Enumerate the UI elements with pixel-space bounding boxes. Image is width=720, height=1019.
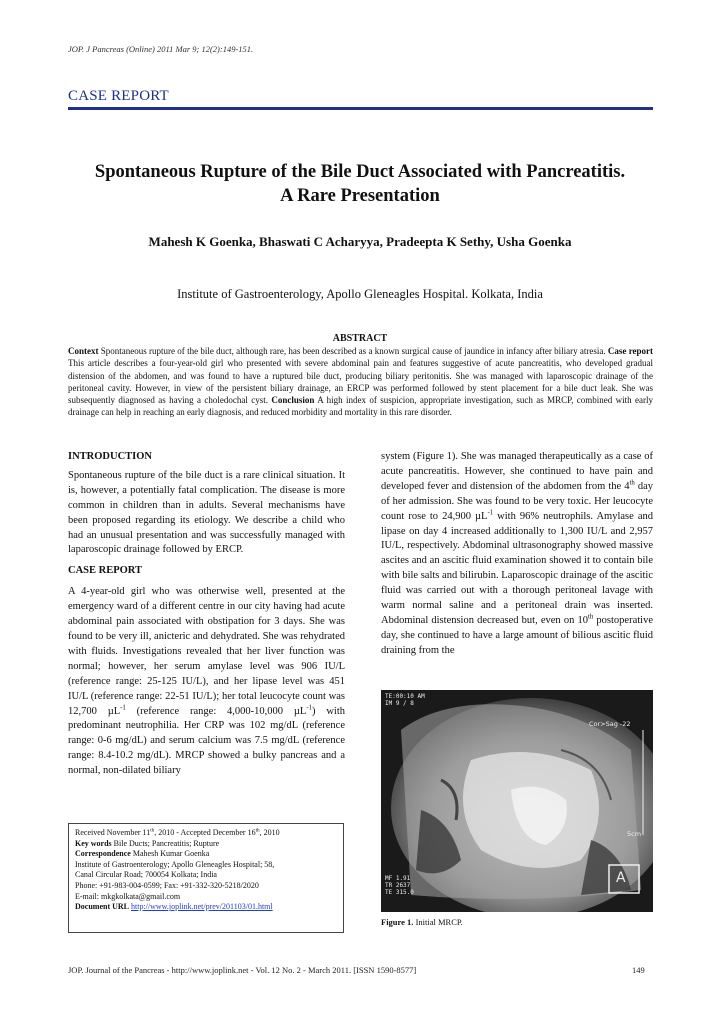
- document-url-link[interactable]: http://www.joplink.net/prev/201103/01.html: [131, 902, 273, 912]
- correspondence-name: Mahesh Kumar Goenka: [132, 849, 210, 859]
- intro-text: Spontaneous rupture of the bile duct is a rare clinical situation. It is, however, a potentially fatal complication. The disease is more common in children than in adults. Several mechanisms have been proposed regarding its etiology. We describe a child who had an unusual presentation and was successfully managed with laparoscopic drainage followed by ERCP.: [68, 469, 345, 556]
- context-label: Context: [68, 346, 99, 356]
- right-sup-1: th: [629, 479, 635, 487]
- keywords-line: [75, 839, 337, 850]
- overlay-te: TE 315.0: [385, 889, 414, 896]
- correspondence-label: Correspondence: [75, 849, 131, 859]
- journal-header: JOP. J Pancreas (Online) 2011 Mar 9; 12(2):149-151.: [68, 44, 254, 54]
- case-report-label: Case report: [607, 346, 654, 356]
- context-text: Spontaneous rupture of the bile duct, although rare, has been described as a known surgical cause of jaundice in infancy after biliary atresia.: [100, 346, 606, 356]
- figure-caption-label: Figure 1.: [381, 917, 414, 927]
- case-report-text: This article describes a four-year-old girl who presented with severe abdominal pain and features suggestive of acute pancreatitis, who developed gradual distension of the abdomen, and was found to have a ruptured bile duct, producing biliary peritonitis. She was managed with laparoscopic drainage of the peritoneal cavity. However, in view of the persistent biliary drainage, an ERCP was performed followed by stent placement for a bile duct leak. She was subsequently diagnosed as having a choledochal cyst.: [68, 358, 653, 406]
- title-line-1: Spontaneous Rupture of the Bile Duct Associated with Pancreatitis.: [94, 162, 626, 182]
- correspondence-line: [75, 849, 337, 860]
- page-number: 149: [632, 965, 645, 975]
- section-label: CASE REPORT: [68, 88, 169, 104]
- accepted-sup: th: [255, 827, 260, 834]
- mri-overlay-bottom-left: [385, 875, 414, 896]
- abstract-body: [68, 345, 653, 419]
- document-url-label: Document URL: [75, 902, 129, 912]
- overlay-tr: TR 2637: [385, 882, 411, 889]
- overlay-orientation: Cor>Sag -22: [589, 720, 631, 728]
- correspondence-address-1: Institute of Gastroenterology; Apollo Gleneagles Hospital; 58,: [75, 859, 275, 869]
- conclusion-text: A high index of suspicion, appropriate investigation, such as MRCP, combined with early drainage can help in reaching an early diagnosis, and reduced morbidity and mortality in this rare disorder.: [68, 395, 654, 418]
- right-text-a: system (Figure 1). She was managed therapeutically as a case of acute pancreatitis. However, she continued to have pain and developed fever and distension of the abdomen from the 4: [381, 451, 653, 492]
- accepted-year: , 2010: [259, 828, 280, 837]
- keywords-label: Key words: [75, 838, 112, 848]
- intro-heading: INTRODUCTION: [68, 451, 153, 462]
- correspondence-phone: Phone: +91-983-004-0599; Fax: +91-332-320-5218/2020: [75, 880, 259, 890]
- page-footer: JOP. Journal of the Pancreas - http://www.joplink.net - Vol. 12 No. 2 - March 2011. [ISSN 1590-8577]: [68, 965, 417, 975]
- case-paragraph: [68, 585, 345, 779]
- right-sup-3: th: [587, 613, 594, 621]
- case-text-3: ) with predominant neutrophilia. Her CRP was 102 mg/dL (reference range: 0-6 mg/dL) and serum calcium was 7.5 mg/dL (reference range: 8.4-10.2 mg/dL). MRCP showed a bulky pancreas and a normal, non-dilated biliary: [68, 705, 345, 777]
- overlay-mf: MF 1.91: [385, 875, 411, 882]
- abstract-heading: ABSTRACT: [332, 333, 388, 344]
- accepted-date: , 2010 - Accepted December 16: [154, 828, 256, 837]
- authors: Mahesh K Goenka, Bhaswati C Acharyya, Pradeepta K Sethy, Usha Goenka: [148, 234, 572, 249]
- case-sup-2: -1: [306, 704, 313, 711]
- conclusion-label: Conclusion: [271, 395, 315, 406]
- article-title: [60, 160, 660, 208]
- received-sup: th: [150, 827, 155, 834]
- section-rule: [68, 107, 653, 110]
- received-line: [75, 828, 337, 839]
- right-column-text: [381, 450, 653, 659]
- case-heading: CASE REPORT: [68, 565, 143, 577]
- affiliation: Institute of Gastroenterology, Apollo Gleneagles Hospital. Kolkata, India: [177, 287, 543, 301]
- article-info-box: [68, 823, 344, 933]
- correspondence-address-2: Canal Circular Road; 700054 Kolkata; India: [75, 870, 217, 880]
- overlay-image-number: IM 9 / 8: [385, 700, 414, 707]
- right-text-b: day of her admission. She was found to be very toxic. Her leucocyte count rose to 24,900 µL: [381, 480, 653, 522]
- left-column: [68, 450, 345, 779]
- correspondence-email: E-mail: mkgkolkata@gmail.com: [75, 891, 181, 901]
- right-sup-2: -1: [487, 509, 494, 517]
- figure-1-mrcp-image: [381, 690, 653, 912]
- received-date: Received November 11: [75, 828, 151, 837]
- keywords-text: Bile Ducts; Pancreatitis; Rupture: [113, 838, 220, 848]
- right-text-d: postoperative day, she continued to have a large amount of bilious ascitic fluid draining from the: [381, 614, 653, 656]
- case-text-2: (reference range: 4,000-10,000 µL: [125, 705, 307, 717]
- overlay-time: TE:00:10 AM: [385, 693, 425, 700]
- case-sup-1: -1: [120, 704, 126, 711]
- figure-caption: [381, 917, 463, 927]
- title-line-2: A Rare Presentation: [280, 186, 440, 206]
- document-url-line: [75, 902, 337, 913]
- overlay-badge: A: [616, 870, 626, 886]
- overlay-scale: 5cm: [627, 830, 642, 838]
- case-text-1: A 4-year-old girl who was otherwise well, presented at the emergency ward of a different centre in our city having had acute abdominal pain associated with obstipation for 3 days. She was found to be very ill, anicteric and dehydrated. She was rehydrated with fluids. Investigations revealed that her liver function was normal; however, her serum amylase level was 906 IU/L (reference range: 25-125 IU/L), and her lipase level was 451 IU/L (reference range: 22-51 IU/L); her total leucocyte count was 12,700 µL: [68, 586, 345, 717]
- mri-overlay-top-left: [385, 693, 425, 707]
- right-text-c: with 96% neutrophils. Amylase and lipase on day 4 increased additionally to 1,300 IU/L and 2,957 IU/L, respectively. Abdominal ultrasonography showed massive ascites and an ascitic fluid examination showed it to contain bile with bile salts and bilirubin. Laparoscopic drainage of the ascitic fluid was carried out with a thorough peritoneal lavage with warm normal saline and a peritoneal drain was inserted. Abdominal distension decreased but, even on 10: [381, 510, 653, 626]
- figure-caption-text: Initial MRCP.: [415, 917, 463, 927]
